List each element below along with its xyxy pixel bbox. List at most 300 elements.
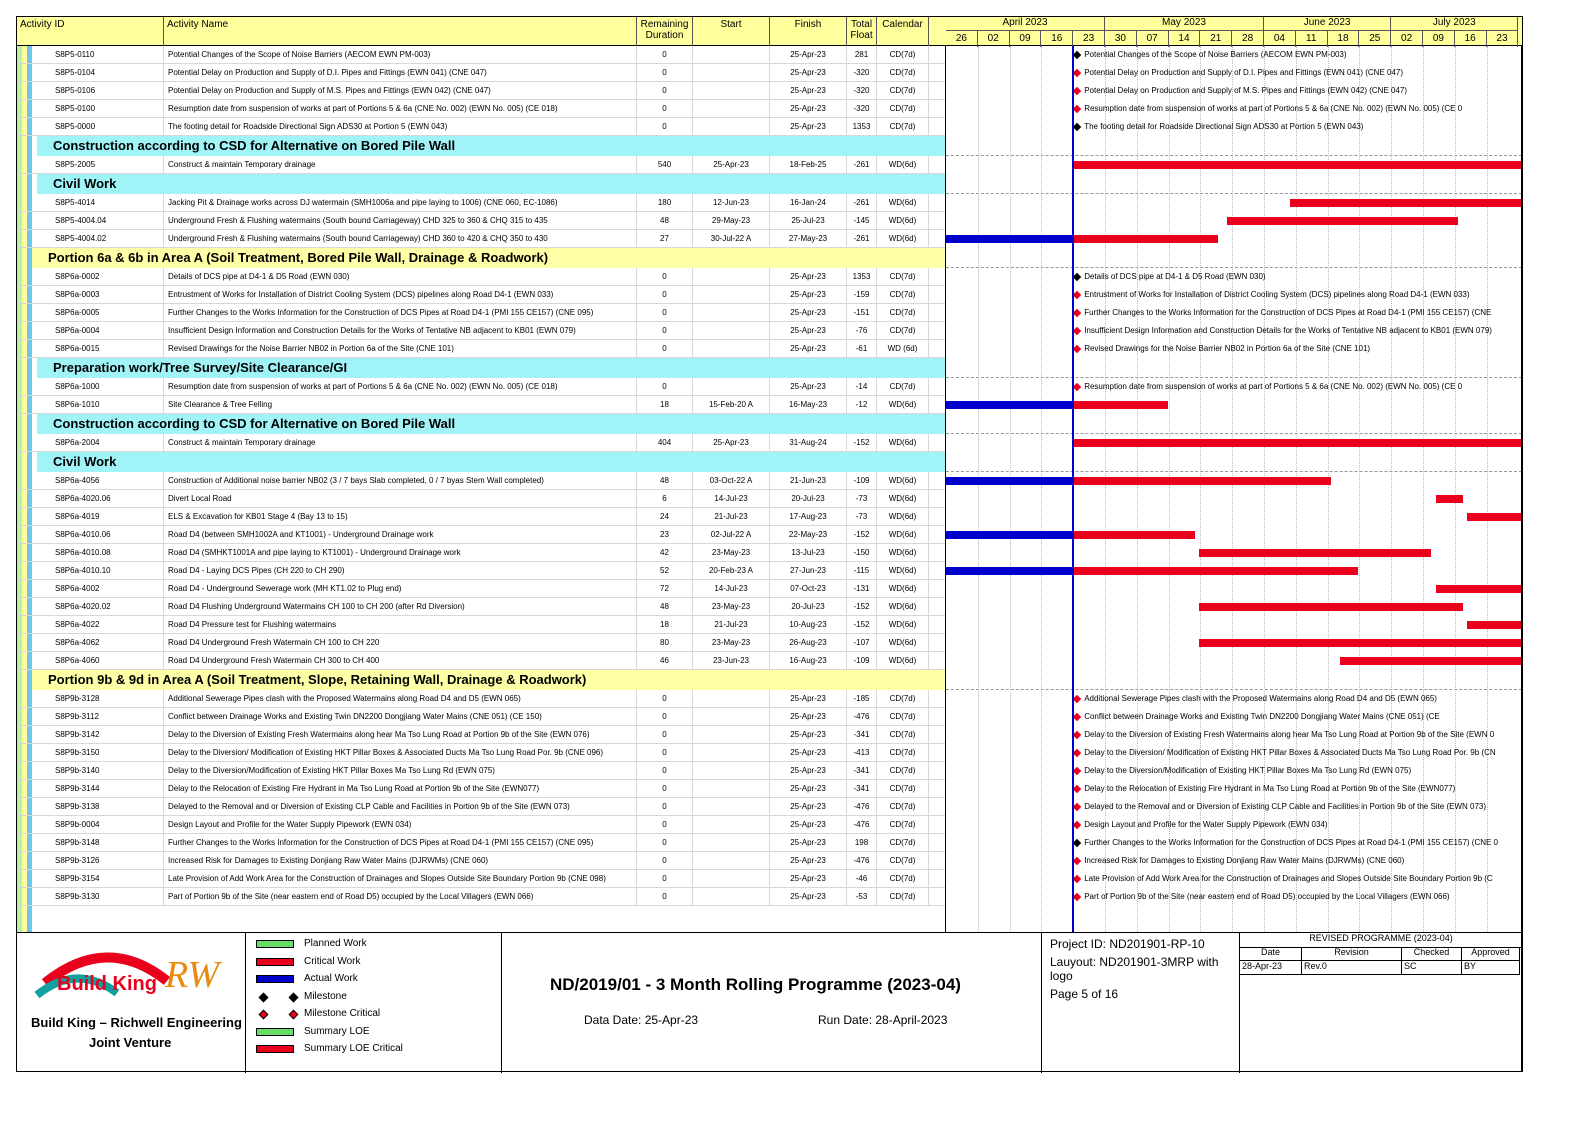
table-row[interactable] bbox=[17, 726, 946, 744]
table-row[interactable] bbox=[17, 64, 946, 82]
wbs-group-header[interactable]: Construction according to CSD for Alternative on Bored Pile Wall bbox=[37, 414, 946, 434]
bar-label: Potential Changes of the Scope of Noise Barriers (AECOM EWN PM-003) bbox=[1084, 50, 1347, 59]
cell-dur: 48 bbox=[637, 472, 693, 490]
cell-finish: 25-Apr-23 bbox=[770, 100, 847, 118]
cell-finish: 25-Apr-23 bbox=[770, 340, 847, 358]
table-row[interactable] bbox=[17, 780, 946, 798]
cell-cal: CD(7d) bbox=[877, 286, 929, 304]
timeline-header bbox=[946, 17, 1524, 47]
cell-cal: WD(6d) bbox=[877, 490, 929, 508]
cell-name: Road D4 Pressure test for Flushing watermains bbox=[164, 616, 637, 634]
cell-dur: 0 bbox=[637, 816, 693, 834]
cell-float: -152 bbox=[847, 434, 877, 452]
milestone-icon[interactable] bbox=[1073, 273, 1081, 281]
cell-cal: WD(6d) bbox=[877, 616, 929, 634]
actual-work-bar[interactable] bbox=[946, 567, 1072, 575]
gantt-chart bbox=[945, 46, 1523, 932]
cell-cal: WD(6d) bbox=[877, 434, 929, 452]
legend-label: Critical Work bbox=[304, 955, 361, 967]
revision-header: Revision bbox=[1302, 947, 1402, 961]
cell-cal: WD(6d) bbox=[877, 562, 929, 580]
critical-work-bar[interactable] bbox=[1072, 531, 1195, 539]
logo-rw-text: RW bbox=[165, 954, 220, 996]
legend-diamond-icon bbox=[259, 1010, 269, 1020]
cell-start bbox=[693, 834, 770, 852]
cell-start: 23-May-23 bbox=[693, 634, 770, 652]
col-activity-name[interactable]: Activity Name bbox=[164, 17, 637, 47]
col-activity-id[interactable]: Activity ID bbox=[17, 17, 164, 47]
table-row[interactable] bbox=[17, 652, 946, 670]
cell-cal: WD(6d) bbox=[877, 212, 929, 230]
cell-float: -476 bbox=[847, 816, 877, 834]
table-row[interactable] bbox=[17, 562, 946, 580]
cell-cal: WD(6d) bbox=[877, 396, 929, 414]
cell-name: Revised Drawings for the Noise Barrier NB02 in Portion 6a of the Site (CNE 101) bbox=[164, 340, 637, 358]
milestone-critical-icon[interactable] bbox=[1073, 857, 1081, 865]
cell-dur: 6 bbox=[637, 490, 693, 508]
milestone-icon[interactable] bbox=[1073, 51, 1081, 59]
cell-start: 21-Jul-23 bbox=[693, 508, 770, 526]
milestone-critical-icon[interactable] bbox=[1073, 893, 1081, 901]
cell-name: Resumption date from suspension of works at part of Portions 5 & 6a (CNE No. 002) (EWN No. 005) (CE 018) bbox=[164, 100, 637, 118]
critical-work-bar[interactable] bbox=[1467, 621, 1523, 629]
table-row[interactable] bbox=[17, 888, 946, 906]
cell-float: -152 bbox=[847, 526, 877, 544]
cell-cal: CD(7d) bbox=[877, 64, 929, 82]
layout-name: Lauyout: ND201901-3MRP with logo bbox=[1050, 955, 1219, 983]
cell-id: S8P9b-3130 bbox=[37, 888, 164, 906]
bar-label: Design Layout and Profile for the Water Supply Pipework (EWN 034) bbox=[1084, 820, 1328, 829]
cell-id: S8P5-0110 bbox=[37, 46, 164, 64]
critical-work-bar[interactable] bbox=[1199, 549, 1431, 557]
wbs-group-header[interactable]: Civil Work bbox=[37, 174, 946, 194]
milestone-icon[interactable] bbox=[1073, 123, 1081, 131]
cell-name: Road D4 Flushing Underground Watermains CH 100 to CH 200 (after Rd Diversion) bbox=[164, 598, 637, 616]
milestone-critical-icon[interactable] bbox=[1073, 383, 1081, 391]
table-row[interactable] bbox=[17, 708, 946, 726]
wbs-group-header[interactable]: Civil Work bbox=[37, 452, 946, 472]
table-row[interactable] bbox=[17, 118, 946, 136]
cell-cal: CD(7d) bbox=[877, 100, 929, 118]
chart-group-row bbox=[946, 358, 1522, 378]
legend-item bbox=[256, 1007, 496, 1021]
cell-cal: CD(7d) bbox=[877, 82, 929, 100]
critical-work-bar[interactable] bbox=[1072, 161, 1523, 169]
logo-line2: Joint Venture bbox=[89, 1035, 172, 1050]
table-row[interactable] bbox=[17, 798, 946, 816]
bar-label: Conflict between Drainage Works and Existing Twin DN2200 Dongjiang Water Mains (CNE 051) (CE bbox=[1084, 712, 1440, 721]
milestone-critical-icon[interactable] bbox=[1073, 785, 1081, 793]
cell-cal: CD(7d) bbox=[877, 708, 929, 726]
cell-dur: 27 bbox=[637, 230, 693, 248]
legend-item bbox=[256, 990, 496, 1004]
cell-finish: 25-Apr-23 bbox=[770, 64, 847, 82]
milestone-critical-icon[interactable] bbox=[1073, 767, 1081, 775]
cell-start bbox=[693, 708, 770, 726]
bar-label: Part of Portion 9b of the Site (near eastern end of Road D5) occupied by the Local Villagers (EWN 066) bbox=[1084, 892, 1450, 901]
cell-float: -159 bbox=[847, 286, 877, 304]
week-label: 30 bbox=[1105, 31, 1137, 47]
cell-name: Potential Delay on Production and Supply of M.S. Pipes and Fittings (EWN 042) (CNE 047) bbox=[164, 82, 637, 100]
cell-float: -46 bbox=[847, 870, 877, 888]
cell-cal: CD(7d) bbox=[877, 322, 929, 340]
cell-name: Delay to the Relocation of Existing Fire Hydrant in Ma Tso Lung Road at Portion 9b of the Site (EWN077) bbox=[164, 780, 637, 798]
cell-start bbox=[693, 82, 770, 100]
cell-finish: 25-Apr-23 bbox=[770, 834, 847, 852]
cell-dur: 72 bbox=[637, 580, 693, 598]
table-row[interactable] bbox=[17, 46, 946, 64]
cell-start bbox=[693, 118, 770, 136]
revision-title: REVISED PROGRAMME (2023-04) bbox=[1240, 933, 1522, 948]
cell-id: S8P9b-3112 bbox=[37, 708, 164, 726]
critical-work-bar[interactable] bbox=[1199, 603, 1463, 611]
cell-float: -152 bbox=[847, 598, 877, 616]
cell-float: -320 bbox=[847, 64, 877, 82]
logo-buildking-text: Build King bbox=[57, 973, 157, 995]
cell-cal: CD(7d) bbox=[877, 118, 929, 136]
cell-id: S8P6a-0004 bbox=[37, 322, 164, 340]
col-total-float[interactable]: Total Float bbox=[847, 17, 877, 47]
programme-title: ND/2019/01 - 3 Month Rolling Programme (2023-04) bbox=[550, 975, 961, 994]
critical-work-bar[interactable] bbox=[1290, 199, 1523, 207]
table-row[interactable] bbox=[17, 490, 946, 508]
table-row[interactable] bbox=[17, 268, 946, 286]
cell-id: S8P6a-4062 bbox=[37, 634, 164, 652]
project-block bbox=[1042, 933, 1240, 1073]
wbs-group-header[interactable]: Construction according to CSD for Alternative on Bored Pile Wall bbox=[37, 136, 946, 156]
table-row[interactable] bbox=[17, 230, 946, 248]
table-row[interactable] bbox=[17, 100, 946, 118]
cell-cal: WD(6d) bbox=[877, 634, 929, 652]
table-row[interactable] bbox=[17, 690, 946, 708]
cell-id: S8P9b-3140 bbox=[37, 762, 164, 780]
milestone-critical-icon[interactable] bbox=[1073, 875, 1081, 883]
table-row[interactable] bbox=[17, 322, 946, 340]
cell-finish: 16-Aug-23 bbox=[770, 652, 847, 670]
cell-name: Part of Portion 9b of the Site (near eastern end of Road D5) occupied by the Local Villagers (EWN 066) bbox=[164, 888, 637, 906]
cell-finish: 22-May-23 bbox=[770, 526, 847, 544]
table-row[interactable] bbox=[17, 634, 946, 652]
cell-id: S8P6a-1000 bbox=[37, 378, 164, 396]
col-calendar[interactable]: Calendar bbox=[877, 17, 929, 47]
milestone-critical-icon[interactable] bbox=[1073, 345, 1081, 353]
cell-cal: CD(7d) bbox=[877, 780, 929, 798]
critical-work-bar[interactable] bbox=[1340, 657, 1523, 665]
cell-float: -151 bbox=[847, 304, 877, 322]
bar-label: The footing detail for Roadside Directional Sign ADS30 at Portion 5 (EWN 043) bbox=[1084, 122, 1364, 131]
cell-float: -320 bbox=[847, 82, 877, 100]
cell-start bbox=[693, 268, 770, 286]
cell-cal: CD(7d) bbox=[877, 378, 929, 396]
cell-start: 14-Jul-23 bbox=[693, 490, 770, 508]
critical-work-bar[interactable] bbox=[1436, 495, 1463, 503]
cell-cal: WD(6d) bbox=[877, 598, 929, 616]
table-row[interactable] bbox=[17, 580, 946, 598]
cell-id: S8P5-2005 bbox=[37, 156, 164, 174]
table-row[interactable] bbox=[17, 526, 946, 544]
table-row[interactable] bbox=[17, 472, 946, 490]
cell-dur: 52 bbox=[637, 562, 693, 580]
week-label: 23 bbox=[1487, 31, 1519, 47]
legend-label: Milestone Critical bbox=[304, 1008, 381, 1019]
cell-start: 25-Apr-23 bbox=[693, 156, 770, 174]
cell-name: Underground Fresh & Flushing watermains (South bound Carriageway) CHD 360 to 420 & CHQ 350 to 430 bbox=[164, 230, 637, 248]
table-row[interactable] bbox=[17, 762, 946, 780]
cell-dur: 0 bbox=[637, 888, 693, 906]
revision-header: Checked bbox=[1402, 947, 1462, 961]
cell-finish: 25-Apr-23 bbox=[770, 798, 847, 816]
col-remaining-duration[interactable]: Remaining Duration bbox=[637, 17, 693, 47]
cell-start bbox=[693, 690, 770, 708]
cell-name: Road D4 Underground Fresh Watermain CH 100 to CH 220 bbox=[164, 634, 637, 652]
milestone-critical-icon[interactable] bbox=[1073, 327, 1081, 335]
critical-work-bar[interactable] bbox=[1436, 585, 1523, 593]
milestone-critical-icon[interactable] bbox=[1073, 821, 1081, 829]
cell-id: S8P6a-4022 bbox=[37, 616, 164, 634]
cell-id: S8P5-4004.04 bbox=[37, 212, 164, 230]
bar-label: Further Changes to the Works Information for the Construction of DCS Pipes at Road D4-1 (PMI 155 CE157) (CNE bbox=[1084, 308, 1492, 317]
legend-item bbox=[256, 972, 496, 986]
cell-start bbox=[693, 378, 770, 396]
cell-start bbox=[693, 816, 770, 834]
cell-finish: 17-Aug-23 bbox=[770, 508, 847, 526]
milestone-critical-icon[interactable] bbox=[1073, 105, 1081, 113]
bar-label: Delay to the Diversion of Existing Fresh Watermains along hear Ma Tso Lung Road at Portion 9b of the Site (EWN 0 bbox=[1084, 730, 1495, 739]
bar-label: Increased Risk for Damages to Existing Donjiang Raw Water Mains (DJRWMs) (CNE 060) bbox=[1084, 856, 1405, 865]
cell-id: S8P9b-3154 bbox=[37, 870, 164, 888]
table-row[interactable] bbox=[17, 434, 946, 452]
cell-float: -476 bbox=[847, 852, 877, 870]
cell-dur: 180 bbox=[637, 194, 693, 212]
cell-dur: 0 bbox=[637, 64, 693, 82]
bar-label: Delay to the Diversion/Modification of Existing HKT Pillar Boxes Ma Tso Lung Rd (EWN 075) bbox=[1084, 766, 1412, 775]
milestone-critical-icon[interactable] bbox=[1073, 291, 1081, 299]
month-label: April 2023 bbox=[946, 17, 1105, 31]
cell-float: 1353 bbox=[847, 118, 877, 136]
milestone-critical-icon[interactable] bbox=[1073, 731, 1081, 739]
cell-start bbox=[693, 870, 770, 888]
critical-work-bar[interactable] bbox=[1072, 401, 1168, 409]
cell-float: -145 bbox=[847, 212, 877, 230]
bar-label: Delay to the Relocation of Existing Fire Hydrant in Ma Tso Lung Road at Portion 9b of the Site (EWN077) bbox=[1084, 784, 1456, 793]
critical-work-bar[interactable] bbox=[1072, 567, 1358, 575]
table-row[interactable] bbox=[17, 544, 946, 562]
milestone-critical-icon[interactable] bbox=[1073, 695, 1081, 703]
critical-work-bar[interactable] bbox=[1199, 639, 1523, 647]
actual-work-bar[interactable] bbox=[946, 531, 1072, 539]
cell-name: Road D4 Underground Fresh Watermain CH 300 to CH 400 bbox=[164, 652, 637, 670]
cell-id: S8P6a-4010.06 bbox=[37, 526, 164, 544]
cell-cal: CD(7d) bbox=[877, 726, 929, 744]
table-row[interactable] bbox=[17, 834, 946, 852]
milestone-critical-icon[interactable] bbox=[1073, 749, 1081, 757]
cell-dur: 0 bbox=[637, 46, 693, 64]
cell-id: S8P9b-3128 bbox=[37, 690, 164, 708]
legend-item bbox=[256, 1025, 496, 1039]
cell-id: S8P6a-4060 bbox=[37, 652, 164, 670]
cell-id: S8P5-0100 bbox=[37, 100, 164, 118]
cell-dur: 42 bbox=[637, 544, 693, 562]
bar-label: Further Changes to the Works Information for the Construction of DCS Pipes at Road D4-1 (PMI 155 CE157) (CNE 0 bbox=[1084, 838, 1498, 847]
week-label: 02 bbox=[978, 31, 1010, 47]
cell-id: S8P6a-4056 bbox=[37, 472, 164, 490]
milestone-icon[interactable] bbox=[1073, 839, 1081, 847]
cell-name: Road D4 (between SMH1002A and KT1001) - Underground Drainage work bbox=[164, 526, 637, 544]
legend-item bbox=[256, 937, 496, 951]
critical-work-bar[interactable] bbox=[1467, 513, 1523, 521]
cell-cal: CD(7d) bbox=[877, 46, 929, 64]
actual-work-bar[interactable] bbox=[946, 401, 1072, 409]
cell-id: S8P5-4014 bbox=[37, 194, 164, 212]
milestone-critical-icon[interactable] bbox=[1073, 713, 1081, 721]
table-row[interactable] bbox=[17, 870, 946, 888]
wbs-group-header[interactable]: Portion 9b & 9d in Area A (Soil Treatment, Slope, Retaining Wall, Drainage & Roadwork) bbox=[32, 670, 946, 690]
cell-cal: WD(6d) bbox=[877, 194, 929, 212]
wbs-group-header[interactable]: Preparation work/Tree Survey/Site Clearance/GI bbox=[37, 358, 946, 378]
week-label: 07 bbox=[1137, 31, 1169, 47]
cell-finish: 21-Jun-23 bbox=[770, 472, 847, 490]
table-row[interactable] bbox=[17, 156, 946, 174]
cell-name: Insufficient Design Information and Construction Details for the Works of Tentative NB adjacent to KB01 (EWN 079) bbox=[164, 322, 637, 340]
cell-cal: CD(7d) bbox=[877, 852, 929, 870]
col-finish[interactable]: Finish bbox=[770, 17, 847, 47]
wbs-group-header[interactable]: Portion 6a & 6b in Area A (Soil Treatment, Bored Pile Wall, Drainage & Roadwork) bbox=[32, 248, 946, 268]
legend-swatch bbox=[256, 1028, 294, 1036]
cell-name: Road D4 - Laying DCS Pipes (CH 220 to CH 290) bbox=[164, 562, 637, 580]
cell-dur: 0 bbox=[637, 690, 693, 708]
cell-cal: CD(7d) bbox=[877, 744, 929, 762]
bar-label: Details of DCS pipe at D4-1 & D5 Road (EWN 030) bbox=[1084, 272, 1266, 281]
cell-dur: 23 bbox=[637, 526, 693, 544]
cell-finish: 25-Apr-23 bbox=[770, 46, 847, 64]
cell-float: -476 bbox=[847, 798, 877, 816]
table-row[interactable] bbox=[17, 194, 946, 212]
actual-work-bar[interactable] bbox=[946, 235, 1072, 243]
cell-dur: 0 bbox=[637, 340, 693, 358]
critical-work-bar[interactable] bbox=[1227, 217, 1458, 225]
cell-finish: 27-May-23 bbox=[770, 230, 847, 248]
cell-name: Potential Changes of the Scope of Noise Barriers (AECOM EWN PM-003) bbox=[164, 46, 637, 64]
revision-value: BY bbox=[1462, 961, 1520, 975]
critical-work-bar[interactable] bbox=[1072, 235, 1218, 243]
cell-finish: 13-Jul-23 bbox=[770, 544, 847, 562]
cell-float: 281 bbox=[847, 46, 877, 64]
cell-finish: 25-Apr-23 bbox=[770, 118, 847, 136]
cell-float: 1353 bbox=[847, 268, 877, 286]
week-label: 09 bbox=[1010, 31, 1042, 47]
cell-name: Construct & maintain Temporary drainage bbox=[164, 156, 637, 174]
cell-finish: 25-Apr-23 bbox=[770, 726, 847, 744]
bar-label: Resumption date from suspension of works at part of Portions 5 & 6a (CNE No. 002) (EWN No. 005) (CE 0 bbox=[1084, 382, 1463, 391]
cell-start: 30-Jul-22 A bbox=[693, 230, 770, 248]
milestone-critical-icon[interactable] bbox=[1073, 309, 1081, 317]
cell-finish: 25-Jul-23 bbox=[770, 212, 847, 230]
cell-name: Divert Local Road bbox=[164, 490, 637, 508]
legend-label: Summary LOE Critical bbox=[304, 1043, 403, 1054]
cell-start: 23-Jun-23 bbox=[693, 652, 770, 670]
cell-name: Details of DCS pipe at D4-1 & D5 Road (EWN 030) bbox=[164, 268, 637, 286]
cell-float: -413 bbox=[847, 744, 877, 762]
cell-dur: 0 bbox=[637, 304, 693, 322]
milestone-critical-icon[interactable] bbox=[1073, 69, 1081, 77]
cell-start: 23-May-23 bbox=[693, 544, 770, 562]
critical-work-bar[interactable] bbox=[1072, 439, 1523, 447]
chart-group-row bbox=[946, 136, 1522, 156]
cell-start: 20-Feb-23 A bbox=[693, 562, 770, 580]
table-row[interactable] bbox=[17, 304, 946, 322]
cell-id: S8P9b-3148 bbox=[37, 834, 164, 852]
cell-name: Jacking Pit & Drainage works across DJ watermain (SMH1006a and pipe laying to 1006) (CNE 060, EC-1086) bbox=[164, 194, 637, 212]
cell-name: Construction of Additional noise barrier NB02 (3 / 7 bays Slab completed, 0 / 7 byas Stem Wall completed) bbox=[164, 472, 637, 490]
cell-id: S8P5-4004.02 bbox=[37, 230, 164, 248]
milestone-critical-icon[interactable] bbox=[1073, 87, 1081, 95]
actual-work-bar[interactable] bbox=[946, 477, 1072, 485]
cell-float: -53 bbox=[847, 888, 877, 906]
table-row[interactable] bbox=[17, 744, 946, 762]
month-label: July 2023 bbox=[1391, 17, 1518, 31]
table-row[interactable] bbox=[17, 616, 946, 634]
cell-id: S8P5-0106 bbox=[37, 82, 164, 100]
cell-dur: 0 bbox=[637, 100, 693, 118]
cell-float: -261 bbox=[847, 156, 877, 174]
table-row[interactable] bbox=[17, 396, 946, 414]
chart-group-row bbox=[946, 248, 1522, 268]
cell-cal: CD(7d) bbox=[877, 888, 929, 906]
cell-cal: CD(7d) bbox=[877, 870, 929, 888]
cell-finish: 10-Aug-23 bbox=[770, 616, 847, 634]
cell-finish: 18-Feb-25 bbox=[770, 156, 847, 174]
month-label: June 2023 bbox=[1264, 17, 1391, 31]
cell-name: Conflict between Drainage Works and Existing Twin DN2200 Dongjiang Water Mains (CNE 051) (CE 150) bbox=[164, 708, 637, 726]
cell-name: Late Provision of Add Work Area for the Construction of Drainages and Slopes Outside Site Boundary Portion 9b (CNE 098) bbox=[164, 870, 637, 888]
cell-name: Further Changes to the Works Information for the Construction of DCS Pipes at Road D4-1 (PMI 155 CE157) (CNE 095) bbox=[164, 834, 637, 852]
table-row[interactable] bbox=[17, 852, 946, 870]
table-row[interactable] bbox=[17, 286, 946, 304]
schedule-sheet bbox=[16, 16, 1523, 1073]
week-label: 02 bbox=[1391, 31, 1423, 47]
cell-cal: WD (6d) bbox=[877, 340, 929, 358]
cell-finish: 25-Apr-23 bbox=[770, 852, 847, 870]
table-row[interactable] bbox=[17, 508, 946, 526]
cell-start bbox=[693, 726, 770, 744]
table-row[interactable] bbox=[17, 212, 946, 230]
cell-cal: CD(7d) bbox=[877, 304, 929, 322]
table-row[interactable] bbox=[17, 378, 946, 396]
chart-group-row bbox=[946, 670, 1522, 690]
cell-start bbox=[693, 100, 770, 118]
cell-float: 198 bbox=[847, 834, 877, 852]
cell-float: -107 bbox=[847, 634, 877, 652]
table-row[interactable] bbox=[17, 82, 946, 100]
table-row[interactable] bbox=[17, 816, 946, 834]
cell-float: -76 bbox=[847, 322, 877, 340]
cell-name: Entrustment of Works for Installation of District Cooling System (DCS) pipelines along Road D4-1 (EWN 033) bbox=[164, 286, 637, 304]
bar-label: Resumption date from suspension of works at part of Portions 5 & 6a (CNE No. 002) (EWN No. 005) (CE 0 bbox=[1084, 104, 1463, 113]
cell-finish: 20-Jul-23 bbox=[770, 598, 847, 616]
milestone-critical-icon[interactable] bbox=[1073, 803, 1081, 811]
week-label: 25 bbox=[1359, 31, 1391, 47]
cell-start bbox=[693, 780, 770, 798]
table-row[interactable] bbox=[17, 340, 946, 358]
cell-finish: 25-Apr-23 bbox=[770, 708, 847, 726]
col-start[interactable]: Start bbox=[693, 17, 770, 47]
cell-finish: 25-Apr-23 bbox=[770, 690, 847, 708]
critical-work-bar[interactable] bbox=[1072, 477, 1331, 485]
legend-swatch bbox=[256, 940, 294, 948]
cell-finish: 07-Oct-23 bbox=[770, 580, 847, 598]
revision-header: Date bbox=[1240, 947, 1302, 961]
table-row[interactable] bbox=[17, 598, 946, 616]
